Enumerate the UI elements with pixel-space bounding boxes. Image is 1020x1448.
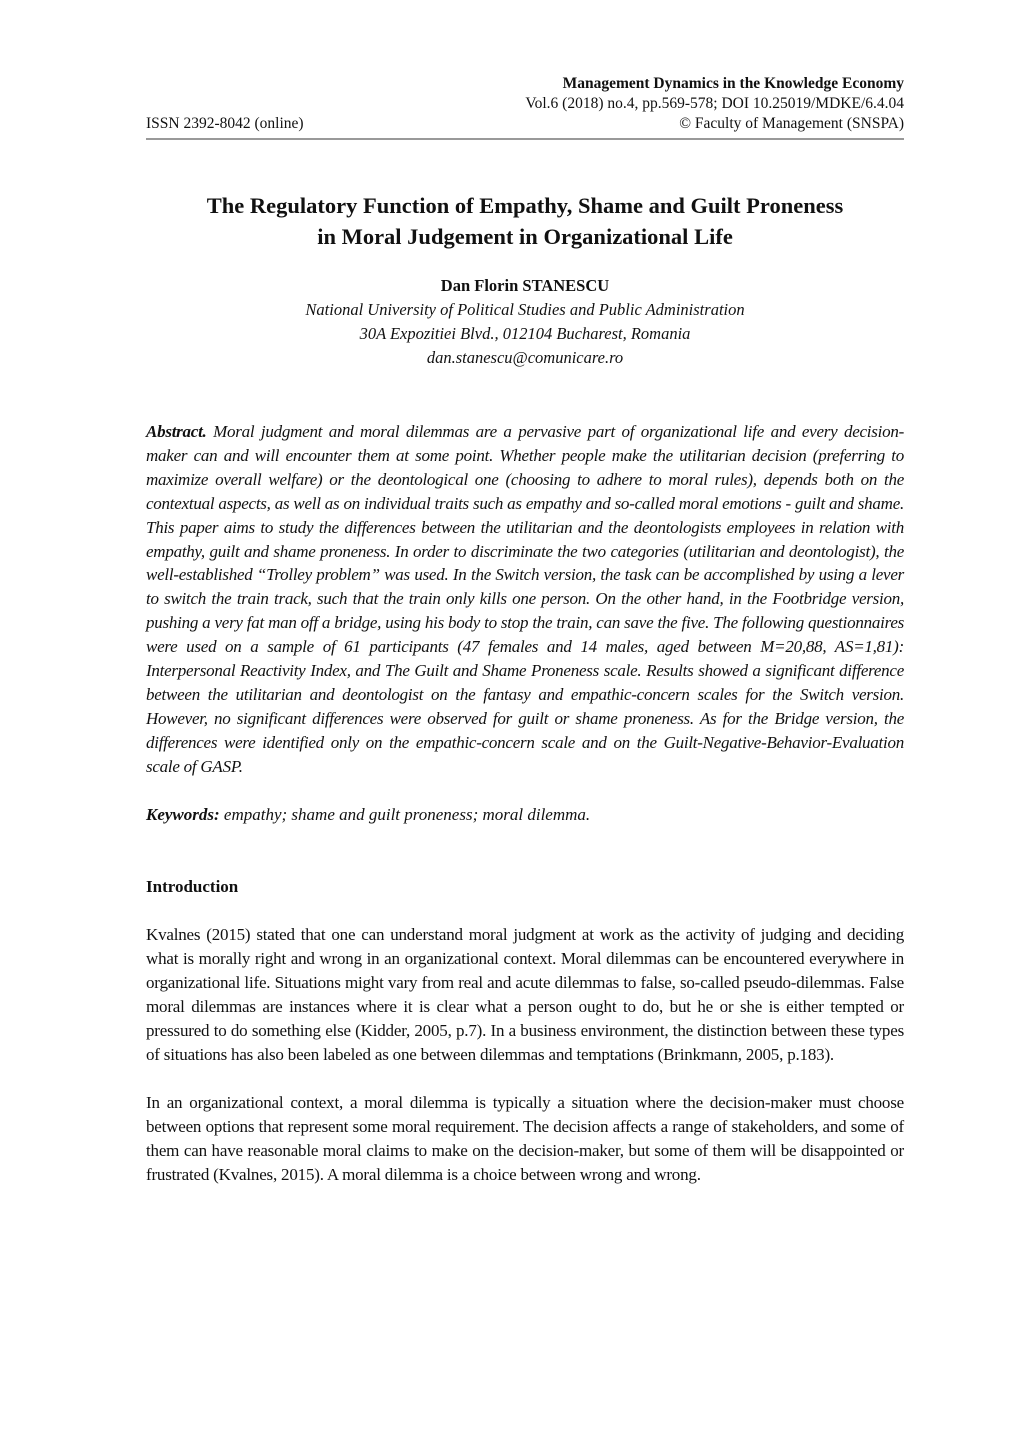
abstract-text: Moral judgment and moral dilemmas are a pervasive part of organizational life and every decision-maker can and will encounter them at some point. Whether people make the utilitarian decision (preferring to maximize overall welfare) or the deontological one (choosing to adhere to moral rules), depends both on the contextual aspects, as well as on individual traits such as empathy and so-called moral emotions - guilt and shame. This paper aims to study the differences between the utilitarian and the deontologists employees in relation with empathy, guilt and shame proneness. In order to discriminate the two categories (utilitarian and deontologist), the well-established “Trolley problem” was used. In the Switch version, the task can be accomplished by using a lever to switch the train track, such that the train only kills one person. On the other hand, in the Footbridge version, pushing a very fat man off a bridge, using his body to stop the train, can save the five. The following questionnaires were used on a sample of 61 participants (47 females and 14 males, aged between M=20,88, AS=1,81): Interpersonal Reactivity Index, and The Guilt and Shame Proneness scale. Results showed a significant difference between the utilitarian and deontologist on the fantasy and empathic-concern scales for the Switch version. However, no significant differences were observed for guilt or shame proneness. As for the Bridge version, the differences were identified only on the empathic-concern scale and on the Guilt-Negative-Behavior-Evaluation scale of GASP. [146,422,905,776]
paragraph: In an organizational context, a moral dilemma is typically a situation where the decision-maker must choose between options that represent some moral requirement. The decision affects a range of stakeholders, and some of them can have reasonable moral claims to make on the decision-maker, but some of them will be disappointed or frustrated (Kvalnes, 2015). A moral dilemma is a choice between wrong and wrong. [146,1092,904,1184]
title-line-1: The Regulatory Function of Empathy, Shame and Guilt Proneness [206,193,844,218]
keywords-text: empathy; shame and guilt proneness; moral dilemma. [223,804,591,824]
keywords-label: Keywords: [146,804,220,824]
copyright: © Faculty of Management (SNSPA) [679,115,904,132]
introduction-heading: Introduction [146,876,239,896]
author-block [146,274,904,370]
journal-volume: Vol.6 (2018) no.4, pp.569-578; DOI 10.25019/MDKE/6.4.04 [525,95,904,112]
issn: ISSN 2392-8042 (online) [146,115,304,132]
keywords [146,803,904,827]
author-address: 30A Expozitiei Blvd., 012104 Bucharest, Romania [359,324,691,343]
abstract [146,420,904,779]
header-rule [146,138,904,140]
paper-page [146,74,904,1187]
title-line-2: in Moral Judgement in Organizational Life [317,224,733,249]
author-email[interactable]: dan.stanescu@comunicare.ro [426,348,624,367]
paragraph: Kvalnes (2015) stated that one can understand moral judgment at work as the activity of judging and deciding what is morally right and wrong in an organizational context. Moral dilemmas can be encountered everywhere in organizational life. Situations might vary from real and acute dilemmas to false, so-called pseudo-dilemmas. False moral dilemmas are instances where it is clear what a person ought to do, but he or she is either tempted or pressured to do something else (Kidder, 2005, p.7). In a business environment, the distinction between these types of situations has also been labeled as one between dilemmas and temptations (Brinkmann, 2005, p.183). [146,924,904,1064]
journal-header [146,74,904,114]
author-name: Dan Florin STANESCU [440,276,610,295]
journal-name: Management Dynamics in the Knowledge Economy [562,75,904,92]
paper-title [146,190,904,252]
author-affiliation: National University of Political Studies and Public Administration [305,300,745,319]
abstract-label: Abstract. [146,422,207,441]
